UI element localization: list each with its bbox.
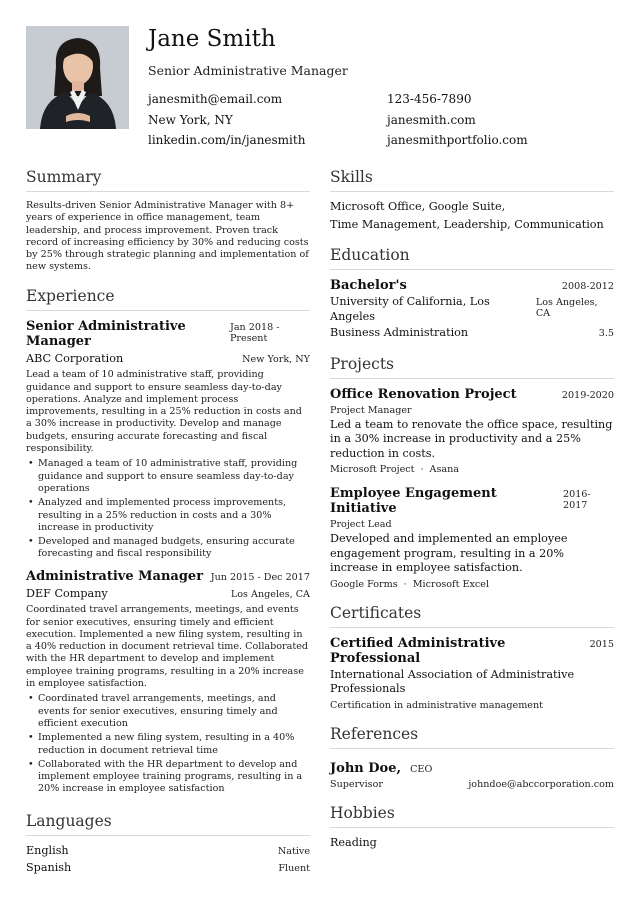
language-name: English: [26, 843, 69, 857]
job-bullet: • Implemented a new filing system, resulting in a 40% reduction in document retrieval time: [26, 732, 310, 757]
project-description: Led a team to renovate the office space, resulting in a 30% increase in productivity and a 25% reduction in costs.: [330, 417, 613, 460]
project-role: Project Manager: [330, 404, 412, 416]
reference-relation: Supervisor: [330, 778, 383, 790]
experience-section: [26, 287, 310, 796]
summary-heading: Summary: [26, 168, 310, 192]
hobbies-section: [330, 804, 614, 851]
candidate-name: Jane Smith: [148, 26, 276, 52]
certificates-section: [330, 604, 614, 711]
resume-header: [26, 26, 616, 147]
education-heading: Education: [330, 246, 614, 270]
job-location: New York, NY: [242, 353, 310, 365]
education-gpa: 3.5: [598, 328, 614, 339]
project-tags: [330, 579, 614, 590]
references-section: [330, 725, 614, 790]
reference-name: John Doe,: [330, 760, 401, 776]
hobbies-heading: Hobbies: [330, 804, 614, 828]
project-tags: [330, 464, 614, 475]
project-name: Office Renovation Project: [330, 386, 517, 402]
language-level: Fluent: [278, 863, 310, 875]
job-description: Coordinated travel arrangements, meetings, and events for senior executives, ensuring timely and efficient execution. Implemented a new filing system, resulting in a 40% reduction in document retrieval time. Collaborated with the HR department to develop and implement employee training programs, resulting in a 20% increase in employee satisfaction.: [26, 604, 309, 690]
reference-email[interactable]: johndoe@abccorporation.com: [468, 778, 614, 790]
education-school: University of California, Los Angeles: [330, 295, 490, 323]
tag-separator: ·: [420, 464, 424, 475]
skills-line: Time Management, Leadership, Communication: [330, 217, 604, 231]
job-dates: Jun 2015 - Dec 2017: [210, 571, 310, 583]
hobby-item: Reading: [330, 835, 377, 849]
education-field: Business Administration: [330, 326, 469, 339]
contact-website[interactable]: janesmith.com: [387, 113, 476, 127]
left-column: [26, 168, 310, 876]
project-role: Project Lead: [330, 519, 392, 530]
contact-location: New York, NY: [148, 113, 233, 127]
job-bullets: [26, 693, 310, 795]
language-level: Native: [277, 845, 310, 857]
summary-text: Results-driven Senior Administrative Manager with 8+ years of experience in office management, team leadership, and process improvement. Proven track record of increasing efficiency by 30% and reducing costs by 25% through strategic planning and implementation of new systems.: [26, 200, 309, 273]
skills-section: [330, 168, 614, 232]
job-company: ABC Corporation: [26, 351, 124, 365]
summary-section: [26, 168, 310, 274]
job-title: Senior Administrative Manager: [26, 318, 186, 349]
contact-phone[interactable]: 123-456-7890: [387, 92, 472, 106]
project-entry: [330, 387, 614, 476]
project-tag: Google Forms: [330, 578, 398, 590]
contact-linkedin[interactable]: linkedin.com/in/janesmith: [148, 133, 306, 147]
certificate-year: 2015: [589, 638, 614, 650]
reference-entry: [330, 757, 614, 776]
projects-section: [330, 355, 614, 590]
job-bullet: • Analyzed and implemented process improvements, resulting in a 25% reduction in costs and a 30% increase in productivity: [26, 497, 310, 534]
references-heading: References: [330, 725, 614, 749]
experience-heading: Experience: [26, 287, 310, 311]
reference-position: CEO: [410, 763, 433, 775]
job-bullet: • Collaborated with the HR department to develop and implement employee training programs, resulting in a 20% increase in employee satisfaction: [26, 759, 310, 796]
job-bullet: • Managed a team of 10 administrative staff, providing guidance and support to ensure seamless day-to-day operations: [26, 458, 310, 495]
certificate-issuer: International Association of Administrative Professionals: [330, 667, 575, 695]
project-description: Developed and implemented an employee engagement program, resulting in a 20% increase in employee satisfaction.: [330, 532, 568, 574]
projects-heading: Projects: [330, 355, 614, 379]
language-name: Spanish: [26, 861, 72, 875]
profile-photo-image: [26, 26, 129, 129]
education-dates: 2008-2012: [561, 281, 614, 292]
job-title: Administrative Manager: [26, 568, 204, 584]
project-tag: Microsoft Project: [330, 464, 415, 475]
education-degree: Bachelor's: [330, 278, 407, 293]
language-row: [26, 861, 310, 876]
project-name: Employee Engagement Initiative: [330, 486, 497, 516]
job-bullet: • Developed and managed budgets, ensuring accurate forecasting and fiscal responsibility: [26, 536, 310, 561]
experience-entry: [26, 569, 310, 796]
job-description: Lead a team of 10 administrative staff, providing guidance and support to ensure seamless day-to-day operations. Analyze and implement process improvements, resulting in a 25% reduction in costs and a 30% increase in productivity. Develop and manage budgets, ensuring accurate forecasting and fiscal responsibility.: [26, 369, 302, 455]
experience-entry: [26, 319, 310, 561]
job-bullet: • Coordinated travel arrangements, meetings, and events for senior executives, ensuring timely and efficient execution: [26, 693, 310, 730]
languages-heading: Languages: [26, 812, 310, 836]
candidate-role: Senior Administrative Manager: [148, 63, 348, 78]
project-entry: [330, 486, 614, 590]
project-dates: 2016-2017: [562, 489, 591, 511]
certificates-heading: Certificates: [330, 604, 614, 628]
certificate-name: Certified Administrative Professional: [330, 635, 506, 666]
job-dates: Jan 2018 - Present: [229, 321, 280, 344]
certificate-description: Certification in administrative management: [330, 699, 544, 711]
job-bullets: [26, 458, 310, 560]
education-section: [330, 246, 614, 341]
languages-section: [26, 812, 310, 876]
project-dates: 2019-2020: [561, 389, 614, 401]
skills-line: Microsoft Office, Google Suite,: [330, 200, 506, 213]
contact-email[interactable]: janesmith@email.com: [148, 92, 283, 106]
job-location: Los Angeles, CA: [230, 588, 310, 600]
right-column: [330, 168, 614, 850]
tag-separator: ·: [403, 578, 407, 590]
language-row: [26, 844, 310, 859]
contact-portfolio[interactable]: janesmithportfolio.com: [387, 133, 528, 147]
skills-heading: Skills: [330, 168, 614, 192]
project-tag: Asana: [429, 464, 460, 475]
profile-photo: [26, 26, 129, 129]
project-tag: Microsoft Excel: [412, 578, 490, 590]
education-location: Los Angeles, CA: [535, 297, 598, 319]
job-company: DEF Company: [26, 586, 108, 600]
